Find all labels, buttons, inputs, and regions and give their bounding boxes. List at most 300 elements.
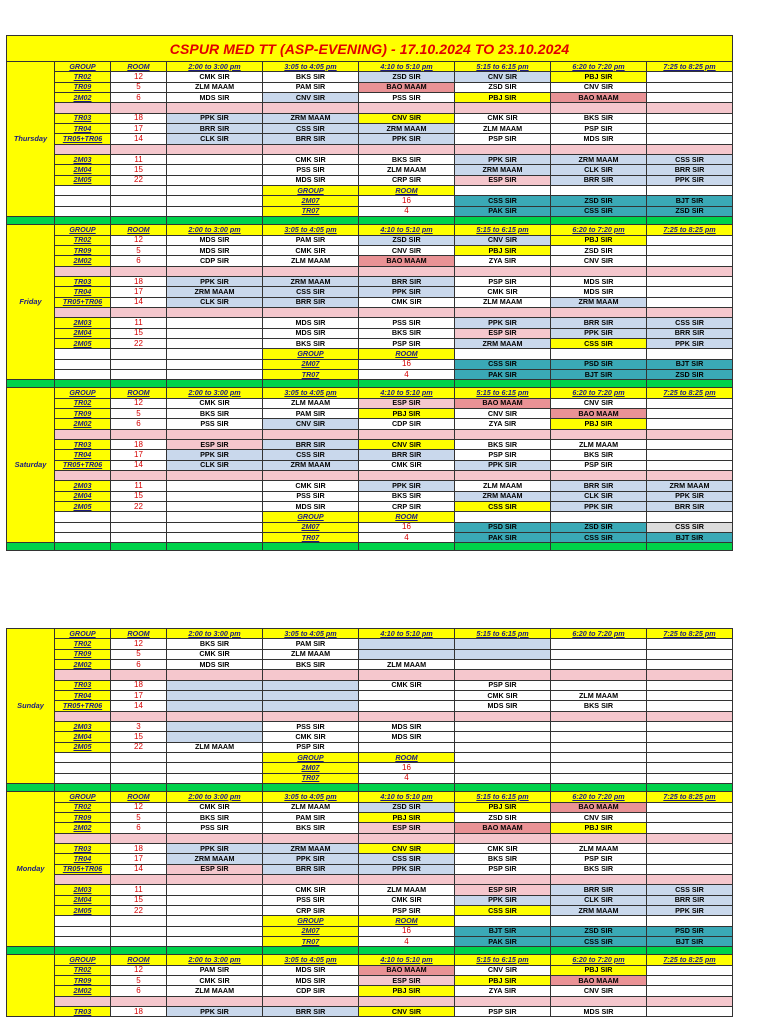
schedule-cell: ZLM MAAM (167, 82, 263, 92)
schedule-cell: ZLM MAAM (455, 297, 551, 307)
schedule-cell: PSP SIR (359, 338, 455, 348)
blank-cell (263, 380, 359, 388)
lab-room-header: ROOM (359, 916, 455, 926)
room-cell: 6 (111, 660, 167, 670)
blank-cell (455, 349, 551, 359)
schedule-cell: PSD SIR (455, 522, 551, 532)
group-header: GROUP (55, 225, 111, 235)
blank-cell (263, 833, 359, 843)
group-cell: TR05+TR06 (55, 460, 111, 470)
schedule-cell: BAO MAAM (551, 802, 647, 812)
room-cell: 22 (111, 905, 167, 915)
blank-cell (167, 349, 263, 359)
schedule-cell: CMK SIR (167, 802, 263, 812)
room-cell: 14 (111, 134, 167, 144)
schedule-cell: PPK SIR (359, 864, 455, 874)
blank-cell (167, 996, 263, 1006)
blank-cell (55, 307, 111, 317)
schedule-cell: ZSD SIR (551, 926, 647, 936)
schedule-cell: ZSD SIR (551, 522, 647, 532)
schedule-cell: CDP SIR (359, 419, 455, 429)
room-cell: 17 (111, 854, 167, 864)
green-divider-row (7, 543, 733, 551)
schedule-cell (167, 680, 263, 690)
blank-cell (7, 947, 55, 955)
schedule-cell (647, 802, 733, 812)
blank-cell (167, 833, 263, 843)
slot-header: 5:15 to 6:15 pm (455, 955, 551, 965)
schedule-cell: PAK SIR (455, 936, 551, 946)
room-cell: 14 (111, 864, 167, 874)
group-row (7, 409, 733, 419)
group-cell: TR03 (55, 1007, 111, 1017)
group-row (7, 742, 733, 752)
schedule-cell (263, 691, 359, 701)
blank-cell (455, 380, 551, 388)
group-cell: TR04 (55, 124, 111, 134)
blank-cell (551, 874, 647, 884)
schedule-cell: PSP SIR (551, 460, 647, 470)
blank-cell (55, 996, 111, 1006)
lab-room-cell: 16 (359, 196, 455, 206)
schedule-cell: CSS SIR (551, 206, 647, 216)
schedule-cell: CNV SIR (359, 843, 455, 853)
schedule-cell: PPK SIR (551, 502, 647, 512)
schedule-cell: PSS SIR (167, 419, 263, 429)
schedule-cell: BJT SIR (455, 926, 551, 936)
blank-cell (359, 670, 455, 680)
schedule-cell: CSS SIR (455, 905, 551, 915)
schedule-cell: BJT SIR (647, 359, 733, 369)
header-row (7, 388, 733, 398)
group-cell: TR02 (55, 802, 111, 812)
room-cell: 5 (111, 245, 167, 255)
blank-cell (647, 947, 733, 955)
lab-row (7, 926, 733, 936)
blank-cell (111, 936, 167, 946)
schedule-cell: BAO MAAM (359, 965, 455, 975)
lab-room-cell: 4 (359, 533, 455, 543)
room-cell: 15 (111, 895, 167, 905)
schedule-cell: PPK SIR (455, 460, 551, 470)
schedule-cell (359, 639, 455, 649)
room-header: ROOM (111, 792, 167, 802)
blank-cell (359, 784, 455, 792)
blank-cell (55, 266, 111, 276)
schedule-cell: PSP SIR (263, 742, 359, 752)
group-cell: TR05+TR06 (55, 134, 111, 144)
room-cell: 17 (111, 124, 167, 134)
schedule-cell: ZLM MAAM (263, 649, 359, 659)
schedule-cell (167, 701, 263, 711)
schedule-cell (647, 409, 733, 419)
separator-row (7, 996, 733, 1006)
schedule-cell (647, 823, 733, 833)
schedule-cell (455, 742, 551, 752)
schedule-cell: ZLM MAAM (263, 256, 359, 266)
group-row (7, 256, 733, 266)
group-row (7, 124, 733, 134)
schedule-cell: CMK SIR (263, 732, 359, 742)
group-cell: 2M04 (55, 732, 111, 742)
group-row (7, 491, 733, 501)
blank-cell (167, 670, 263, 680)
blank-cell (263, 217, 359, 225)
schedule-cell: CMK SIR (167, 649, 263, 659)
schedule-cell: MDS SIR (263, 175, 359, 185)
schedule-cell: CNV SIR (359, 113, 455, 123)
schedule-cell (551, 639, 647, 649)
slot-header: 5:15 to 6:15 pm (455, 225, 551, 235)
schedule-cell (647, 460, 733, 470)
lab-room-header: ROOM (359, 753, 455, 763)
blank-cell (55, 144, 111, 154)
blank-cell (263, 784, 359, 792)
schedule-cell: ESP SIR (455, 175, 551, 185)
group-row (7, 72, 733, 82)
day-label: Monday (7, 792, 55, 947)
blank-cell (647, 784, 733, 792)
slot-header: 4:10 to 5:10 pm (359, 62, 455, 72)
group-row (7, 450, 733, 460)
schedule-cell (551, 649, 647, 659)
schedule-cell: CSS SIR (455, 196, 551, 206)
schedule-cell: CMK SIR (455, 287, 551, 297)
schedule-cell: BRR SIR (647, 328, 733, 338)
lab-group-header: GROUP (263, 753, 359, 763)
schedule-cell: BKS SIR (167, 812, 263, 822)
schedule-cell (647, 134, 733, 144)
blank-cell (55, 670, 111, 680)
blank-cell (551, 144, 647, 154)
blank-cell (359, 996, 455, 1006)
blank-cell (111, 266, 167, 276)
blank-cell (359, 947, 455, 955)
group-row (7, 843, 733, 853)
schedule-cell: CLK SIR (551, 895, 647, 905)
schedule-cell (647, 235, 733, 245)
schedule-cell (455, 732, 551, 742)
blank-cell (455, 947, 551, 955)
schedule-cell: ZLM MAAM (359, 660, 455, 670)
schedule-cell: PPK SIR (647, 175, 733, 185)
schedule-cell: ZRM MAAM (263, 113, 359, 123)
blank-cell (263, 307, 359, 317)
group-row (7, 82, 733, 92)
schedule-cell: CMK SIR (455, 843, 551, 853)
blank-cell (111, 307, 167, 317)
blank-cell (55, 186, 111, 196)
schedule-cell: ZLM MAAM (167, 742, 263, 752)
lab-group-header: GROUP (263, 916, 359, 926)
room-cell: 15 (111, 491, 167, 501)
blank-cell (263, 996, 359, 1006)
schedule-cell: CNV SIR (551, 812, 647, 822)
schedule-cell: CRP SIR (359, 175, 455, 185)
blank-cell (359, 103, 455, 113)
schedule-cell: ZYA SIR (455, 986, 551, 996)
schedule-cell (647, 680, 733, 690)
group-cell: 2M05 (55, 502, 111, 512)
slot-header: 5:15 to 6:15 pm (455, 792, 551, 802)
blank-cell (455, 266, 551, 276)
blank-cell (55, 206, 111, 216)
schedule-cell: PBJ SIR (551, 823, 647, 833)
group-cell: TR05+TR06 (55, 297, 111, 307)
blank-cell (55, 380, 111, 388)
blank-cell (111, 763, 167, 773)
blank-cell (167, 947, 263, 955)
blank-cell (551, 670, 647, 680)
group-row (7, 460, 733, 470)
blank-cell (167, 369, 263, 379)
schedule-cell: ZRM MAAM (455, 165, 551, 175)
room-cell: 11 (111, 155, 167, 165)
schedule-cell: CNV SIR (359, 1007, 455, 1017)
page-title: CSPUR MED TT (ASP-EVENING) - 17.10.2024 TO 23.10.2024 (7, 36, 733, 62)
schedule-cell: PPK SIR (167, 113, 263, 123)
schedule-cell: ZSD SIR (455, 82, 551, 92)
schedule-cell: BKS SIR (455, 440, 551, 450)
group-row (7, 245, 733, 255)
lab-group-header: GROUP (263, 512, 359, 522)
schedule-cell: ZRM MAAM (167, 287, 263, 297)
schedule-cell: BRR SIR (551, 175, 647, 185)
blank-cell (551, 916, 647, 926)
schedule-cell: PAM SIR (263, 409, 359, 419)
blank-cell (167, 784, 263, 792)
slot-header: 7:25 to 8:25 pm (647, 955, 733, 965)
schedule-cell: BKS SIR (551, 701, 647, 711)
group-row (7, 93, 733, 103)
schedule-cell: CNV SIR (455, 235, 551, 245)
lab-room-header: ROOM (359, 349, 455, 359)
blank-cell (551, 711, 647, 721)
schedule-cell: ZRM MAAM (647, 481, 733, 491)
schedule-cell: MDS SIR (167, 235, 263, 245)
schedule-cell: ZSD SIR (551, 196, 647, 206)
group-cell: TR09 (55, 245, 111, 255)
schedule-cell: CMK SIR (263, 245, 359, 255)
blank-cell (359, 543, 455, 551)
lab-group-cell: TR07 (263, 206, 359, 216)
blank-cell (455, 711, 551, 721)
schedule-cell: CSS SIR (263, 287, 359, 297)
blank-cell (55, 103, 111, 113)
schedule-cell: ESP SIR (359, 398, 455, 408)
blank-cell (55, 543, 111, 551)
schedule-cell: PSD SIR (551, 359, 647, 369)
blank-cell (359, 429, 455, 439)
schedule-cell: PAM SIR (263, 812, 359, 822)
schedule-cell: PSS SIR (263, 165, 359, 175)
blank-cell (359, 711, 455, 721)
schedule-cell: BKS SIR (263, 660, 359, 670)
blank-cell (455, 996, 551, 1006)
group-cell: TR09 (55, 409, 111, 419)
schedule-cell: ZRM MAAM (359, 124, 455, 134)
schedule-cell: MDS SIR (359, 732, 455, 742)
schedule-cell: PBJ SIR (551, 965, 647, 975)
room-cell: 18 (111, 440, 167, 450)
group-cell: 2M03 (55, 318, 111, 328)
blank-cell (647, 996, 733, 1006)
blank-cell (55, 196, 111, 206)
blank-cell (55, 217, 111, 225)
blank-cell (647, 144, 733, 154)
blank-cell (167, 206, 263, 216)
schedule-cell: PSP SIR (455, 680, 551, 690)
blank-cell (359, 874, 455, 884)
group-row (7, 287, 733, 297)
blank-cell (55, 833, 111, 843)
lab-group-cell: 2M07 (263, 359, 359, 369)
schedule-cell: BKS SIR (167, 409, 263, 419)
lab-room-cell: 16 (359, 926, 455, 936)
blank-cell (167, 196, 263, 206)
schedule-cell: CMK SIR (359, 895, 455, 905)
schedule-cell: ESP SIR (455, 328, 551, 338)
schedule-cell (647, 297, 733, 307)
schedule-cell: PAK SIR (455, 533, 551, 543)
schedule-cell (647, 965, 733, 975)
schedule-cell: ZYA SIR (455, 419, 551, 429)
room-cell: 15 (111, 732, 167, 742)
schedule-cell (647, 287, 733, 297)
room-header: ROOM (111, 629, 167, 639)
group-row (7, 722, 733, 732)
group-row (7, 812, 733, 822)
schedule-cell: CNV SIR (455, 72, 551, 82)
lab-room-header: ROOM (359, 512, 455, 522)
blank-cell (551, 947, 647, 955)
schedule-cell (647, 419, 733, 429)
schedule-cell: ZRM MAAM (455, 338, 551, 348)
blank-cell (263, 429, 359, 439)
room-cell: 22 (111, 338, 167, 348)
group-cell: TR04 (55, 854, 111, 864)
day-label: Thursday (7, 62, 55, 217)
blank-cell (167, 471, 263, 481)
room-cell: 12 (111, 235, 167, 245)
schedule-cell: ZRM MAAM (263, 843, 359, 853)
schedule-cell: PPK SIR (167, 450, 263, 460)
timetable-section-1 (6, 35, 733, 551)
blank-cell (111, 533, 167, 543)
room-cell: 6 (111, 986, 167, 996)
schedule-cell: CRP SIR (359, 502, 455, 512)
schedule-cell: CMK SIR (455, 691, 551, 701)
blank-cell (55, 512, 111, 522)
schedule-cell: PBJ SIR (359, 409, 455, 419)
blank-cell (55, 773, 111, 783)
room-cell: 12 (111, 965, 167, 975)
schedule-cell: MDS SIR (551, 1007, 647, 1017)
schedule-cell: ZSD SIR (551, 245, 647, 255)
schedule-cell: CSS SIR (455, 502, 551, 512)
blank-cell (111, 833, 167, 843)
group-row (7, 732, 733, 742)
schedule-cell: CLK SIR (167, 460, 263, 470)
schedule-cell: PAM SIR (263, 82, 359, 92)
schedule-cell: CSS SIR (359, 854, 455, 864)
blank-cell (551, 429, 647, 439)
separator-row (7, 144, 733, 154)
blank-cell (55, 711, 111, 721)
schedule-cell (647, 72, 733, 82)
schedule-cell: PBJ SIR (455, 802, 551, 812)
slot-header: 2:00 to 3:00 pm (167, 388, 263, 398)
schedule-cell: BAO MAAM (455, 398, 551, 408)
room-header: ROOM (111, 388, 167, 398)
blank-cell (167, 753, 263, 763)
blank-cell (55, 936, 111, 946)
schedule-cell: PPK SIR (359, 287, 455, 297)
blank-cell (7, 380, 55, 388)
slot-header: 2:00 to 3:00 pm (167, 955, 263, 965)
schedule-cell (647, 722, 733, 732)
schedule-cell: PPK SIR (455, 318, 551, 328)
lab-group-cell: TR07 (263, 369, 359, 379)
group-cell: TR02 (55, 235, 111, 245)
title-row (7, 36, 733, 62)
blank-cell (111, 144, 167, 154)
slot-header: 3:05 to 4:05 pm (263, 629, 359, 639)
schedule-cell: MDS SIR (263, 976, 359, 986)
blank-cell (647, 380, 733, 388)
schedule-cell: BKS SIR (455, 854, 551, 864)
schedule-cell (551, 773, 647, 783)
schedule-cell: BKS SIR (359, 491, 455, 501)
schedule-cell (647, 732, 733, 742)
schedule-cell: BRR SIR (263, 134, 359, 144)
schedule-cell: BKS SIR (263, 338, 359, 348)
schedule-cell: ZLM MAAM (455, 124, 551, 134)
schedule-cell (647, 82, 733, 92)
schedule-cell: PSS SIR (263, 722, 359, 732)
blank-cell (167, 144, 263, 154)
schedule-cell (167, 328, 263, 338)
blank-cell (455, 543, 551, 551)
blank-cell (111, 349, 167, 359)
blank-cell (455, 103, 551, 113)
schedule-cell: CNV SIR (551, 256, 647, 266)
lab-row (7, 522, 733, 532)
blank-cell (551, 266, 647, 276)
slot-header: 3:05 to 4:05 pm (263, 388, 359, 398)
schedule-cell: CSS SIR (647, 318, 733, 328)
blank-cell (551, 833, 647, 843)
schedule-cell (167, 481, 263, 491)
blank-cell (111, 512, 167, 522)
schedule-cell: PPK SIR (167, 1007, 263, 1017)
blank-cell (111, 753, 167, 763)
schedule-cell: PBJ SIR (359, 986, 455, 996)
schedule-cell: CNV SIR (551, 986, 647, 996)
lab-row (7, 369, 733, 379)
schedule-cell: BRR SIR (647, 895, 733, 905)
room-cell: 6 (111, 256, 167, 266)
schedule-cell (455, 639, 551, 649)
green-divider-row (7, 217, 733, 225)
blank-cell (455, 670, 551, 680)
group-cell: 2M04 (55, 165, 111, 175)
schedule-cell (263, 680, 359, 690)
schedule-cell (647, 398, 733, 408)
blank-cell (647, 186, 733, 196)
schedule-cell: MDS SIR (551, 276, 647, 286)
room-cell: 18 (111, 113, 167, 123)
